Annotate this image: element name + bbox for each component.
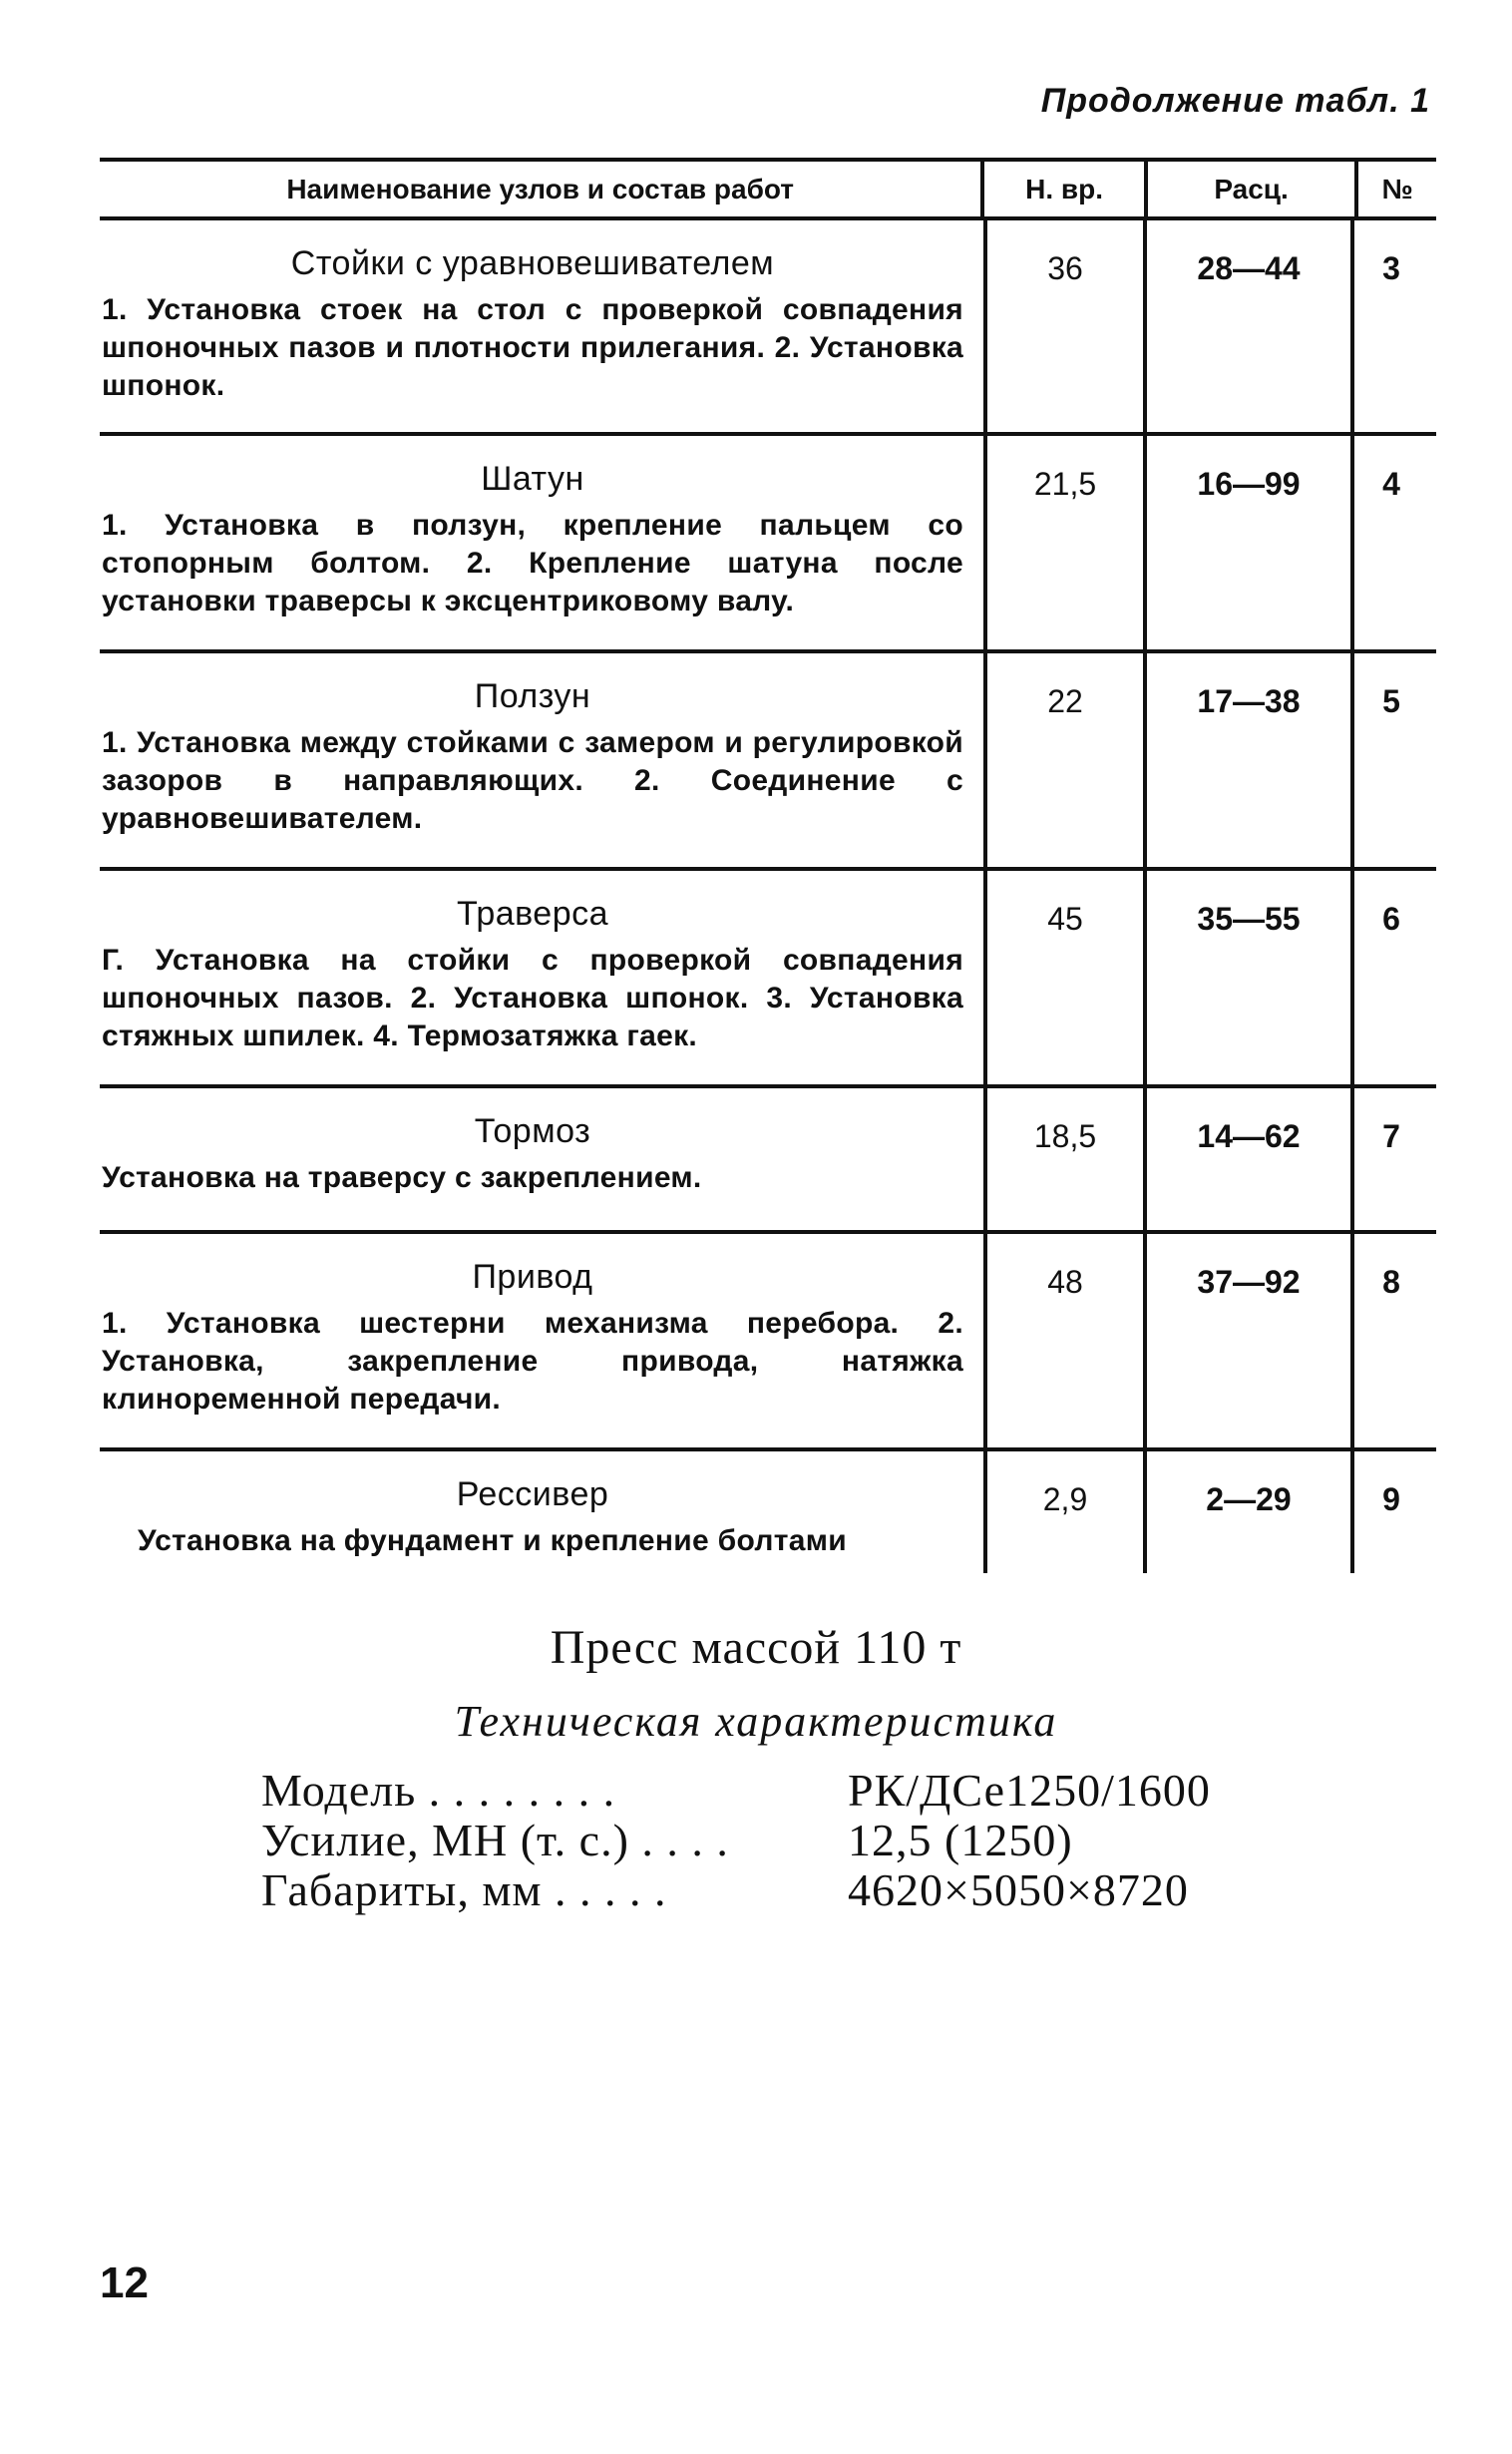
row-description: 1. Установка в ползун, крепление пальцем со стопорным болтом. 2. Крепление шатуна после установки траверсы к эксцентриковому валу. — [102, 509, 963, 617]
row-rate: 2—29 — [1143, 1451, 1350, 1573]
row-description: 1. Установка стоек на стол с проверкой совпадения шпоночных пазов и плотности прилегания. 2. Установка шпонок. — [102, 293, 963, 402]
spec-row-dimensions — [261, 1863, 1189, 1927]
row-section: Привод — [472, 1258, 593, 1296]
row-description: Г. Установка на стойки с проверкой совпадения шпоночных пазов. 2. Установка шпонок. 3. Установка стяжных шпилек. 4. Термозатяжка гаек. — [102, 944, 963, 1052]
table-row — [100, 1088, 1436, 1234]
table-row — [100, 436, 1436, 653]
spec-value: РК/ДСе1250/1600 — [848, 1765, 1211, 1816]
row-number: 8 — [1350, 1234, 1428, 1447]
spec-key: Усилие, МН (т. с.) . . . . — [261, 1815, 729, 1865]
header-name: Наименование узлов и состав работ — [286, 173, 795, 204]
row-rate: 37—92 — [1143, 1234, 1350, 1447]
table-row — [100, 871, 1436, 1088]
row-description: Установка на траверсу с закреплением. — [102, 1161, 702, 1194]
header-number: № — [1354, 162, 1436, 216]
row-number: 9 — [1350, 1451, 1428, 1573]
row-section: Шатун — [481, 460, 584, 498]
row-description: Установка на фундамент и крепление болтами — [138, 1524, 847, 1557]
row-section: Ползун — [474, 677, 591, 715]
spec-key: Габариты, мм . . . . . — [261, 1864, 667, 1915]
table-row — [100, 1234, 1436, 1451]
row-norm: 48 — [983, 1234, 1143, 1447]
row-number: 7 — [1350, 1088, 1428, 1230]
header-norm: Н. вр. — [980, 162, 1144, 216]
spec-key: Модель . . . . . . . . — [261, 1765, 616, 1816]
row-norm: 18,5 — [983, 1088, 1143, 1230]
row-number: 5 — [1350, 653, 1428, 867]
row-norm: 21,5 — [983, 436, 1143, 649]
row-number: 6 — [1350, 871, 1428, 1084]
row-norm: 22 — [983, 653, 1143, 867]
row-description: 1. Установка шестерни механизма перебора. 2. Установка, закрепление привода, натяжка клиноременной передачи. — [102, 1307, 963, 1416]
row-number: 4 — [1350, 436, 1428, 649]
tech-spec-title: Техническая характеристика — [454, 1697, 1058, 1746]
row-section: Рессивер — [456, 1475, 609, 1513]
row-rate: 17—38 — [1143, 653, 1350, 867]
row-rate: 28—44 — [1143, 220, 1350, 432]
table-header — [100, 158, 1436, 220]
header-rate: Расц. — [1144, 162, 1354, 216]
row-section: Тормоз — [474, 1112, 591, 1150]
spec-value: 4620×5050×8720 — [848, 1864, 1189, 1915]
table-row — [100, 653, 1436, 871]
table-row — [100, 1451, 1436, 1573]
row-section: Стойки с уравновешивателем — [290, 244, 775, 282]
row-norm: 36 — [983, 220, 1143, 432]
spec-value: 12,5 (1250) — [848, 1815, 1073, 1865]
works-table — [100, 158, 1436, 1573]
row-rate: 14—62 — [1143, 1088, 1350, 1230]
table-row — [100, 220, 1436, 436]
page-number: 12 — [100, 2258, 149, 2307]
row-number: 3 — [1350, 220, 1428, 432]
row-norm: 45 — [983, 871, 1143, 1084]
row-section: Траверса — [456, 895, 609, 933]
row-description: 1. Установка между стойками с замером и регулировкой зазоров в направляющих. 2. Соединение с уравновешивателем. — [102, 726, 963, 835]
table-continuation-note: Продолжение табл. 1 — [1040, 82, 1430, 120]
row-rate: 35—55 — [1143, 871, 1350, 1084]
row-norm: 2,9 — [983, 1451, 1143, 1573]
press-title: Пресс массой 110 т — [550, 1621, 962, 1674]
row-rate: 16—99 — [1143, 436, 1350, 649]
